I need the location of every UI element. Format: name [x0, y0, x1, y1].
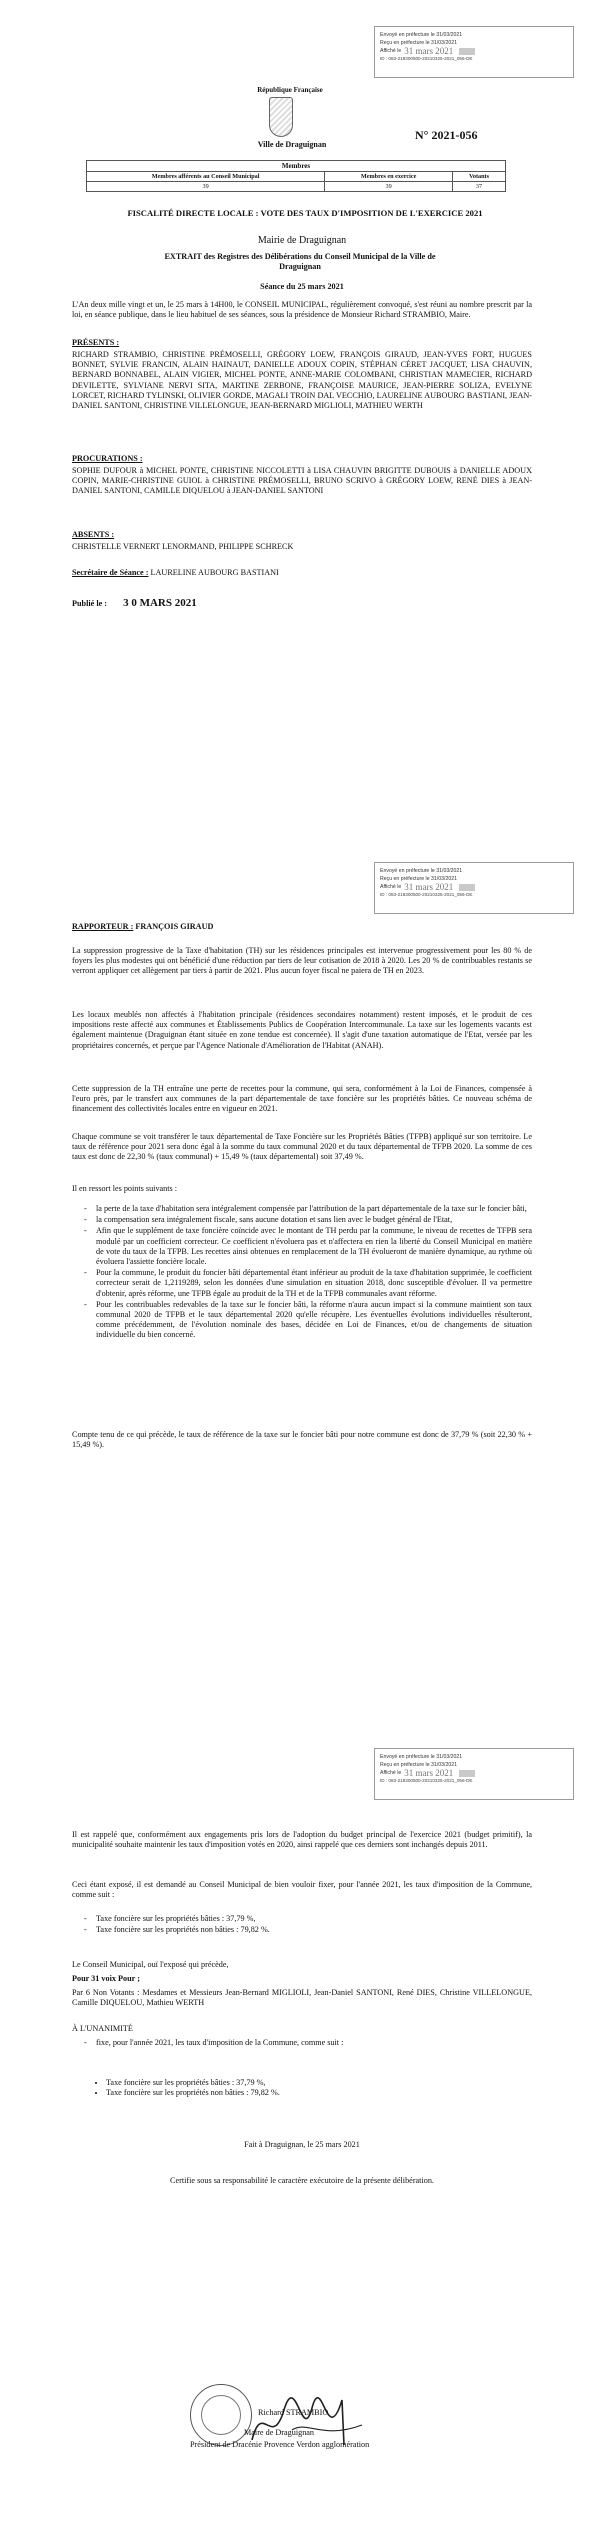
fait-line: Fait à Draguignan, le 25 mars 2021: [244, 2140, 360, 2149]
certifie-line: Certifie sous sa responsabilité le caractère exécutoire de la présente délibération.: [170, 2176, 434, 2185]
stamp-line: Reçu en préfecture le 31/03/2021: [380, 40, 458, 46]
stamp-logo-icon: [459, 1770, 475, 1777]
procurations-list: SOPHIE DUFOUR à MICHEL PONTE, CHRISTINE NICCOLETTI à LISA CHAUVIN BRIGITTE DUBOUIS à DANIELLE ADOUX COPIN, MARIE-CHRISTINE GUIOL à CHRISTINE PRÉMOSELLI, BRUNO SCRIVO à GRÉGORY LOEW, RENÉ DIES à JEAN-DANIEL SANTONI, CAMILLE DIQUELOU à JEAN-DANIEL SANTONI: [72, 466, 532, 496]
absents-label: ABSENTS :: [72, 530, 115, 539]
procurations-label: PROCURATIONS :: [72, 454, 143, 463]
stamp-date: 31 mars 2021: [404, 47, 454, 55]
fixe-list: [96, 2038, 532, 2048]
stamp-line: Envoyé en préfecture le 31/03/2021: [380, 1754, 463, 1760]
rapporteur-name: FRANÇOIS GIRAUD: [135, 922, 214, 931]
list-item: - Pour la commune, le produit du foncier bâti départemental étant inférieur au produit de la taxe d'habitation supprimée, le coefficient correcteur serait de 1,2119289, selon les données d'une simulation en situation 2018, donc susceptible d'évoluer. Il va permettre d'obtenir, après réforme, une TFPB égale au produit de la TH et de la TFPB communales avant réforme.: [96, 1268, 532, 1299]
mairie-heading: Mairie de Draguignan: [257, 235, 347, 246]
membres-value: 37: [453, 182, 506, 192]
presents-label: PRÉSENTS :: [72, 338, 120, 347]
stamp-line: Reçu en préfecture le 31/03/2021: [380, 1762, 458, 1768]
membres-value: 39: [87, 182, 325, 192]
stamp-line: Envoyé en préfecture le 31/03/2021: [380, 868, 463, 874]
intro-paragraph: L'An deux mille vingt et un, le 25 mars à 14H00, le CONSEIL MUNICIPAL, régulièrement convoqué, s'est réuni au nombre prescrit par la loi, en séance publique, dans le lieu habituel de ses séances, sous la présidence de Monsieur Richard STRAMBIO, Maire.: [72, 300, 532, 320]
stamp-line: Envoyé en préfecture le 31/03/2021: [380, 32, 463, 38]
list-item: - Taxe foncière sur les propriétés bâties : 37,79 %,: [96, 1914, 532, 1924]
list-item: - la perte de la taxe d'habitation sera intégralement compensée par l'attribution de la part départementale de la taxe sur le foncier bâti,: [96, 1204, 532, 1214]
list-item: • Taxe foncière sur les propriétés bâties : 37,79 %,: [106, 2078, 532, 2088]
paragraph-8: Ceci étant exposé, il est demandé au Conseil Municipal de bien vouloir fixer, pour l'année 2021, les taux d'imposition de la Commune, comme suit :: [72, 1880, 532, 1900]
stamp-line: Affiché le: [380, 48, 402, 54]
secretaire-name: LAURELINE AUBOURG BASTIANI: [150, 568, 279, 577]
document-title: FISCALITÉ DIRECTE LOCALE : VOTE DES TAUX D'IMPOSITION DE L'EXERCICE 2021: [127, 208, 483, 218]
membres-header: Membres afférents au Conseil Municipal: [87, 172, 325, 182]
deliberation-number: N° 2021-056: [415, 128, 478, 142]
signataire-name: Richard STRAMBIO: [258, 2408, 329, 2417]
presents-list: RICHARD STRAMBIO, CHRISTINE PRÉMOSELLI, GRÉGORY LOEW, FRANÇOIS GIRAUD, JEAN-YVES FORT, HUGUES BONNET, SYLVIE FRANCIN, ALAIN HAINAUT, DANIELLE ADOUX COPIN, STÉPHAN CÉRET JACQUET, LISA CHAUVIN, BERNARD BONNABEL, ALAIN VIGIER, MICHEL PONTE, ANNE-MARIE COLOMBANI, CHRISTIAN MAMECIER, RICHARD DEVILETTE, SYLVIANE NERVI SITA, MARTINE ZERBONE, FRANÇOISE MAURICE, JEAN-PIERRE SOLIZA, EVELYNE LORCET, RICHARD TYLINSKI, OLIVIER GORDE, MAGALI TROIN DAL VECCHIO, LAURELINE AUBOURG BASTIANI, JEAN-DANIEL SANTONI, CHRISTINE VILLELONGUE, JEAN-BERNARD MIGLIOLI, MATHIEU WERTH: [72, 350, 532, 411]
membres-title: Membres: [87, 161, 506, 172]
paragraph-7: Il est rappelé que, conformément aux engagements pris lors de l'adoption du budget principal de l'exercice 2021 (budget primitif), la municipalité souhaite maintenir les taux d'imposition votés en 2020, ainsi rappelé que ces derniers sont inchangés depuis 2011.: [72, 1830, 532, 1850]
prefecture-stamp: [374, 1748, 574, 1800]
paragraph-3: Cette suppression de la TH entraîne une perte de recettes pour la commune, qui sera, conformément à la Loi de Finances, compensée à l'euro près, par le transfert aux communes de la part départementale de taxe foncière sur les propriétés bâties. Ce nouveau schéma de financement des collectivités locales entre en vigueur en 2021.: [72, 1084, 532, 1114]
prefecture-stamp: [374, 26, 574, 78]
stamp-date: 31 mars 2021: [404, 883, 454, 891]
extrait-heading: EXTRAIT des Registres des Délibérations du Conseil Municipal de la Ville de Draguignan: [164, 252, 436, 272]
list-item: - Taxe foncière sur les propriétés non bâties : 79,82 %.: [96, 1925, 532, 1935]
paragraph-1: La suppression progressive de la Taxe d'habitation (TH) sur les résidences principales est intervenue progressivement pour les 80 % de foyers les plus modestes qui ont bénéficié d'une réduction par tiers de leur cotisation de 2018 à 2020. Les 20 % de contribuables restants se verront appliquer cet allègement par tiers à partir de 2021. Plus aucun foyer fiscal ne paiera de TH en 2023.: [72, 946, 532, 976]
taux-final-list: [106, 2078, 532, 2098]
membres-header: Membres en exercice: [325, 172, 453, 182]
stamp-line: Reçu en préfecture le 31/03/2021: [380, 876, 458, 882]
republique-label: République Française: [257, 86, 323, 94]
ville-label: Ville de Draguignan: [257, 140, 327, 149]
paragraph-11: Par 6 Non Votants : Mesdames et Messieurs Jean-Bernard MIGLIOLI, Jean-Daniel SANTONI, René DIES, Christine VILLELONGUE, Camille DIQUELOU, Mathieu WERTH: [72, 1988, 532, 2008]
stamp-id: ID : 083-218300500-20210325-2021_056-DE: [380, 1778, 473, 1783]
membres-table: [86, 160, 506, 192]
rapporteur-label: RAPPORTEUR :: [72, 922, 134, 931]
paragraph-5: Il en ressort les points suivants :: [72, 1184, 178, 1193]
stamp-id: ID : 083-218300500-20210325-2021_056-DE: [380, 56, 473, 61]
stamp-id: ID : 083-218300500-20210325-2021_056-DE: [380, 892, 473, 897]
seance-date: Séance du 25 mars 2021: [260, 282, 344, 291]
list-item: • Taxe foncière sur les propriétés non bâties : 79,82 %.: [106, 2088, 532, 2098]
stamp-line: Affiché le: [380, 1770, 402, 1776]
absents-list: CHRISTELLE VERNERT LENORMAND, PHILIPPE SCHRECK: [72, 542, 294, 551]
publie-label: Publié le :: [72, 599, 108, 608]
list-item: - fixe, pour l'année 2021, les taux d'imposition de la Commune, comme suit :: [96, 2038, 532, 2048]
paragraph-10: Pour 31 voix Pour ;: [72, 1974, 140, 1983]
membres-value: 39: [325, 182, 453, 192]
secretaire-label: Secrétaire de Séance :: [72, 568, 149, 577]
membres-header: Votants: [453, 172, 506, 182]
stamp-line: Affiché le: [380, 884, 402, 890]
signataire-role-2: Président de Dracénie Provence Verdon agglomération: [190, 2440, 370, 2449]
unanimite-label: À L'UNANIMITÉ: [72, 2024, 133, 2033]
stamp-logo-icon: [459, 884, 475, 891]
list-item: - Afin que le supplément de taxe foncière coïncide avec le montant de TH perdu par la commune, le niveau de recettes de TFPB sera modulé par un coefficient correcteur. Ce coefficient n'évoluera pas et n'affectera en rien la liberté du Conseil Municipal en matière de vote du taux de la TFPB. Les recettes ainsi obtenues en remplacement de la TH évolueront de manière dynamique, au rythme où évoluera l'assiette foncière locale.: [96, 1226, 532, 1267]
city-logo-icon: [269, 97, 293, 137]
paragraph-6: Compte tenu de ce qui précède, le taux de référence de la taxe sur le foncier bâti pour notre commune est donc de 37,79 % (soit 22,30 % + 15,49 %).: [72, 1430, 532, 1450]
paragraph-2: Les locaux meublés non affectés à l'habitation principale (résidences secondaires notamment) restent imposés, et le produit de ces impositions reste affecté aux communes et Établissements Publics de Coopération Intercommunale. La taxe sur les logements vacants est également maintenue (Draguignan étant située en zone tendue est concernée). Il s'agit d'une taxation automatique de l'Etat, versée par les propriétaires concernés, et perçue par l'Agence Nationale d'Amélioration de l'Habitat (ANAH).: [72, 1010, 532, 1050]
taux-list: [96, 1914, 532, 1935]
prefecture-stamp: [374, 862, 574, 914]
signataire-role-1: Maire de Draguignan: [244, 2428, 315, 2437]
publie-date-stamp: 3 0 MARS 2021: [123, 597, 197, 609]
paragraph-4: Chaque commune se voit transférer le taux départemental de Taxe Foncière sur les Propriétés Bâties (TFPB) appliqué sur son territoire. Le taux de référence pour 2021 sera donc égal à la somme du taux communal 2020 et du taux départemental de TFPB 2020. La somme de ces taux est donc de 22,30 % (taux communal) + 15,49 % (taux départemental) soit 37,49 %.: [72, 1132, 532, 1162]
list-item: - la compensation sera intégralement fiscale, sans aucune dotation et sans lien avec le budget général de l'Etat,: [96, 1215, 532, 1225]
stamp-date: 31 mars 2021: [404, 1769, 454, 1777]
stamp-logo-icon: [459, 48, 475, 55]
points-list: [96, 1204, 532, 1341]
list-item: - Pour les contribuables redevables de la taxe sur le foncier bâti, la réforme n'aura aucun impact si la commune maintient son taux communal 2020 de TFPB et le taux départemental 2020 qu'elle récupère. Les éventuelles évolutions individuelles résulteront, comme précédemment, de l'évolution nominale des bases, décidée en Loi de Finances, et/ou de changements de situation individuelle du bien concerné.: [96, 1300, 532, 1341]
paragraph-9: Le Conseil Municipal, ouï l'exposé qui précède,: [72, 1960, 229, 1969]
